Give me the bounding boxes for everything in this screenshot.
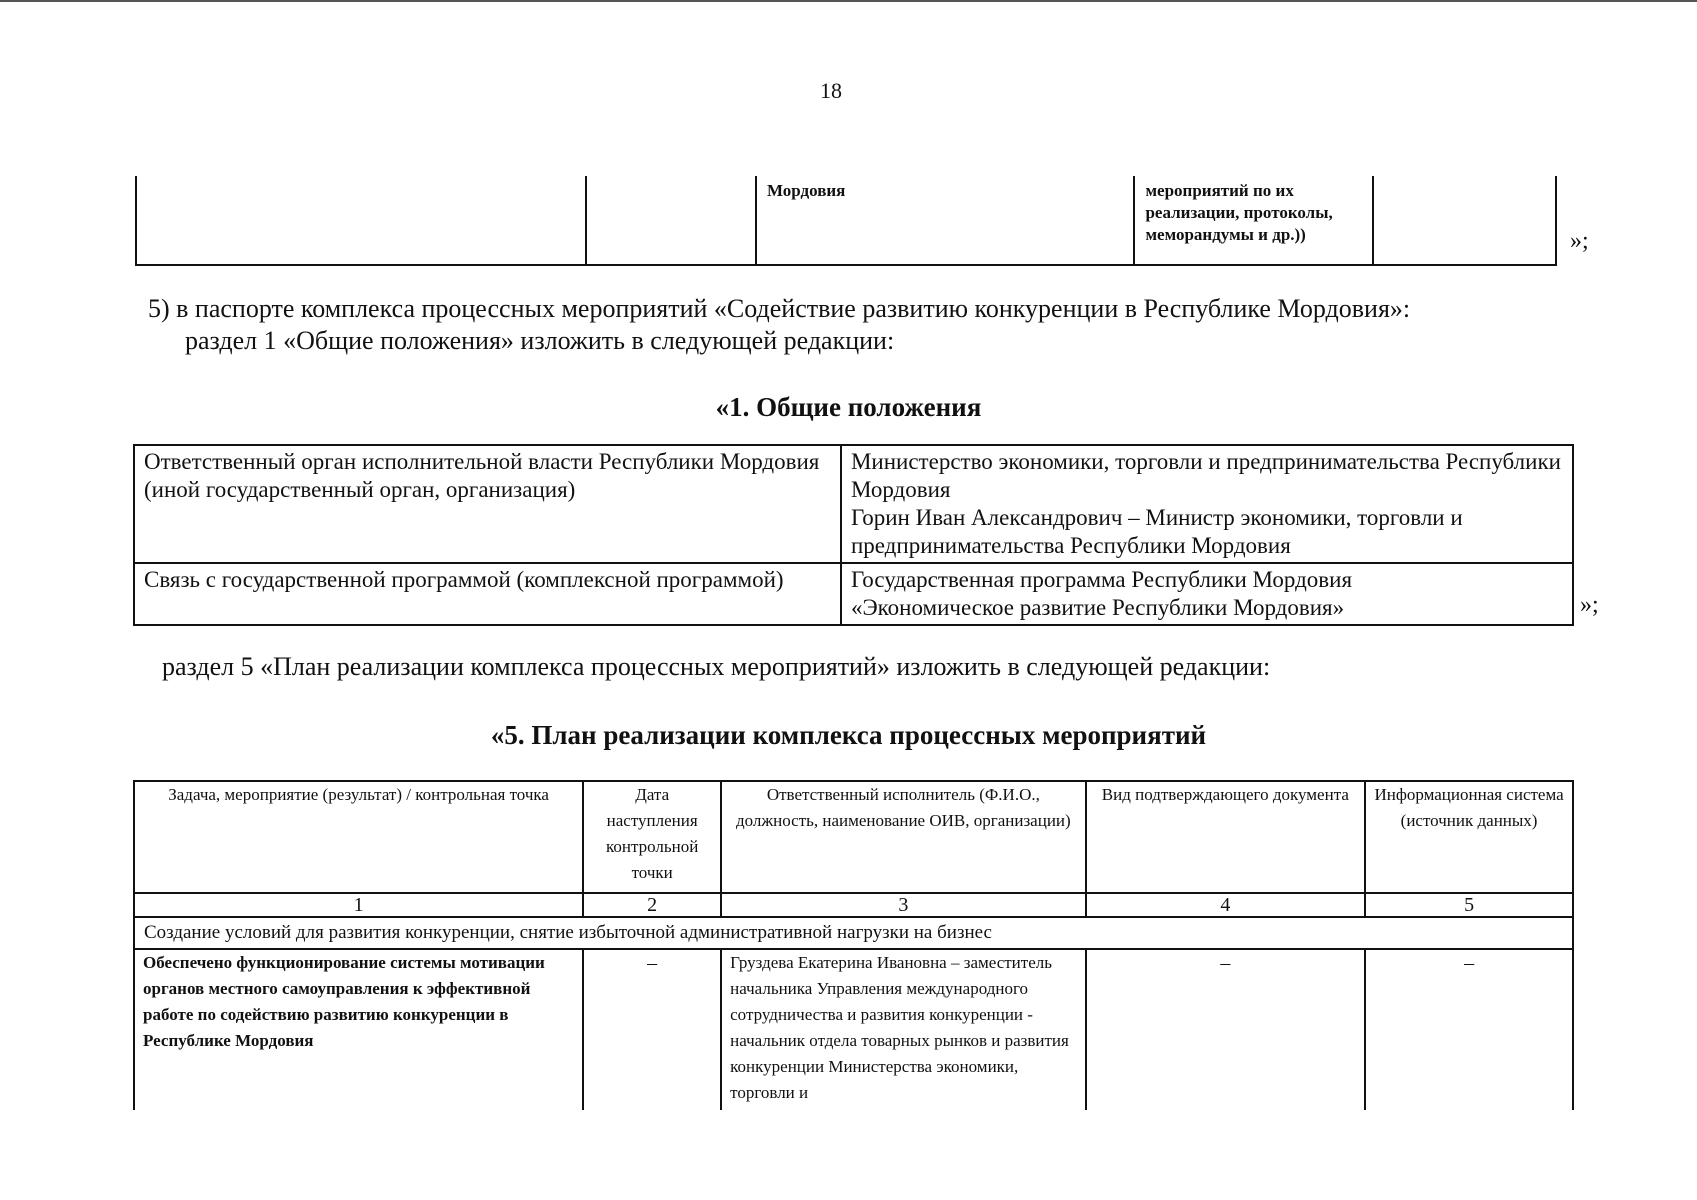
date-cell: [583, 949, 721, 1110]
column-number: 1: [134, 893, 583, 917]
continuation-cell-2: [586, 176, 756, 265]
continuation-table: [135, 176, 1557, 266]
implementation-plan-table: [133, 780, 1574, 1110]
column-number-row: [134, 893, 1573, 917]
continuation-cell-org: Мордовия: [756, 176, 1135, 265]
item5-line2: раздел 1 «Общие положения» изложить в следующей редакции:: [185, 326, 895, 355]
responsible-cell: Груздева Екатерина Ивановна – заместитель начальника Управления международного сотрудничества и развития конкуренции - начальник отдела товарных рынков и развития конкуренции Министерства экономики, торговли и: [721, 949, 1085, 1110]
row-value-line: «Экономическое развитие Республики Мордовия»: [850, 595, 1345, 620]
date-value: –: [647, 952, 658, 974]
column-header: Дата наступления контрольной точки: [583, 781, 721, 893]
section-row-text: Создание условий для развития конкуренции, снятие избыточной административной нагрузки на бизнес: [134, 917, 1573, 949]
section1-heading: «1. Общие положения: [715, 392, 982, 422]
row-label: Ответственный орган исполнительной власти Республики Мордовия (иной государственный орган, организация): [134, 445, 841, 563]
row-label: Связь с государственной программой (комплексной программой): [134, 563, 841, 625]
document-value: –: [1220, 952, 1231, 974]
task-cell: Обеспечено функционирование системы мотивации органов местного самоуправления к эффективной работе по содействию развитию конкуренции в Республике Мордовия: [134, 949, 583, 1110]
column-header: Ответственный исполнитель (Ф.И.О., должность, наименование ОИВ, организации): [721, 781, 1085, 893]
document-cell: [1086, 949, 1366, 1110]
section1-closing: »;: [1580, 592, 1599, 618]
column-header: Вид подтверждающего документа: [1086, 781, 1366, 893]
section5-heading: «5. План реализации комплекса процессных мероприятий: [490, 720, 1207, 750]
row-value: [841, 563, 1573, 625]
row-value-line: Государственная программа Республики Мордовия: [850, 567, 1353, 592]
continuation-cell-5: [1373, 176, 1556, 265]
row-value: [841, 445, 1573, 563]
column-number: 3: [721, 893, 1085, 917]
item5-line1: 5) в паспорте комплекса процессных мероприятий «Содействие развитию конкуренции в Республике Мордовия»:: [148, 294, 1411, 323]
column-number: 2: [583, 893, 721, 917]
column-number: 4: [1086, 893, 1366, 917]
table-row: [134, 445, 1573, 563]
row-value-line: Горин Иван Александрович – Министр экономики, торговли и предпринимательства Республики Мордовия: [850, 505, 1463, 558]
table-row: [134, 949, 1573, 1110]
section5-intro: раздел 5 «План реализации комплекса процессных мероприятий» изложить в следующей редакции:: [162, 652, 1271, 681]
table-row: [134, 563, 1573, 625]
column-header: Информационная система (источник данных): [1365, 781, 1573, 893]
system-cell: [1365, 949, 1573, 1110]
continuation-closing: »;: [1570, 228, 1589, 254]
system-value: –: [1464, 952, 1475, 974]
column-header: Задача, мероприятие (результат) / контрольная точка: [134, 781, 583, 893]
row-value-line: Министерство экономики, торговли и предпринимательства Республики Мордовия: [850, 449, 1561, 502]
header-row: [134, 781, 1573, 893]
continuation-cell-docs: мероприятий по их реализации, протоколы, меморандумы и др.)): [1134, 176, 1373, 265]
section-row: [134, 917, 1573, 949]
page-top-rule: [0, 0, 1697, 2]
general-provisions-table: [133, 444, 1574, 626]
continuation-cell-1: [136, 176, 586, 265]
page-number: 18: [820, 78, 842, 103]
column-number: 5: [1365, 893, 1573, 917]
